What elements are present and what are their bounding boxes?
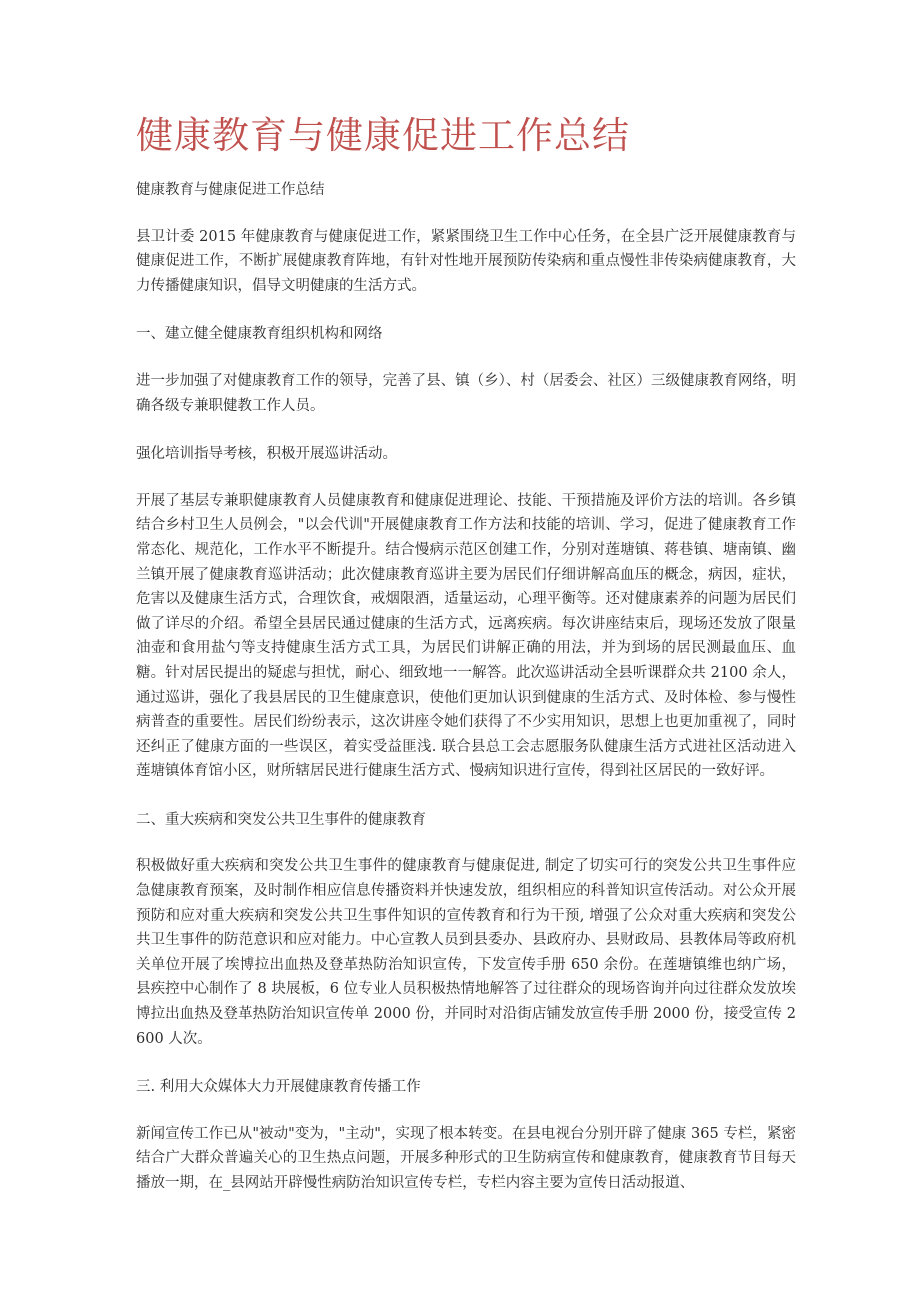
section1-paragraph-1: 进一步加强了对健康教育工作的领导，完善了县、镇（乡）、村（居委会、社区）三级健康教育网络，明确各级专兼职健教工作人员。: [136, 372, 796, 414]
intro-paragraph: 县卫计委 2015 年健康教育与健康促进工作，紧紧围绕卫生工作中心任务，在全县广泛开展健康教育与健康促进工作，不断扩展健康教育阵地，有针对性地开展预防传染病和重点慢性非传染病健康教育，大力传播健康知识，倡导文明健康的生活方式。: [136, 228, 796, 294]
section-heading-1: 一、建立健全健康教育组织机构和网络: [136, 326, 383, 343]
section1-paragraph-2: 开展了基层专兼职健康教育人员健康教育和健康促进理论、技能、干预措施及评价方法的培训。各乡镇结合乡村卫生人员例会，"以会代训"开展健康教育工作方法和技能的培训、学习，促进了健康教育工作常态化、规范化，工作水平不断提升。结合慢病示范区创建工作，分别对莲塘镇、蒋巷镇、塘南镇、幽兰镇开展了健康教育巡讲活动；此次健康教育巡讲主要为居民们仔细讲解高血压的概念，病因，症状，危害以及健康生活方式，合理饮食，戒烟限酒，适量运动，心理平衡等。还对健康素养的问题为居民们做了详尽的介绍。希望全县居民通过健康的生活方式，远离疾病。每次讲座结束后，现场还发放了限量油壶和食用盐勺等支持健康生活方式工具，为居民们讲解正确的用法，并为到场的居民测最血压、血糖。针对居民提出的疑虑与担忧，耐心、细致地一一解答。此次巡讲活动全县听课群众共 2100 余人，通过巡讲，强化了我县居民的卫生健康意识，使他们更加认识到健康的生活方式、及时体检、参与慢性病普查的重要性。居民们纷纷表示，这次讲座令她们获得了不少实用知识，思想上也更加重视了，同时还纠正了健康方面的一些误区，着实受益匪浅. 联合县总工会志愿服务队健康生活方式进社区活动进入莲塘镇体育馆小区，财所辖居民进行健康生活方式、慢病知识进行宣传，得到社区居民的一致好评。: [136, 492, 796, 780]
document-page: [136, 108, 796, 1220]
section-heading-2: 二、重大疾病和突发公共卫生事件的健康教育: [136, 811, 426, 828]
document-subtitle: 健康教育与健康促进工作总结: [136, 182, 325, 198]
section1-subheading: 强化培训指导考核，积极开展巡讲活动。: [136, 446, 397, 463]
section3-paragraph: 新闻宣传工作已从"被动"变为，"主动"，实现了根本转变。在县电视台分别开辟了健康 365 专栏，紧密结合广大群众普遍关心的卫生热点问题，开展多种形式的卫生防病宣传和健康教育，健康教育节目每天播放一期，在_县网站开辟慢性病防治知识宣传专栏，专栏内容主要为宣传日活动报道、: [136, 1125, 796, 1191]
document-title: 健康教育与健康促进工作总结: [136, 114, 630, 157]
section-heading-3: 三. 利用大众媒体大力开展健康教育传播工作: [136, 1079, 421, 1096]
section2-paragraph: 积极做好重大疾病和突发公共卫生事件的健康教育与健康促进, 制定了切实可行的突发公共卫生事件应急健康教育预案，及时制作相应信息传播资料并快速发放，组织相应的科普知识宣传活动。对公众开展预防和应对重大疾病和突发公共卫生事件知识的宣传教育和行为干预, 增强了公众对重大疾病和突发公共卫生事件的防范意识和应对能力。中心宣教人员到县委办、县政府办、县财政局、县教体局等政府机关单位开展了埃博拉出血热及登革热防治知识宣传，下发宣传手册 650 余份。在莲塘镇维也纳广场，县疾控中心制作了 8 块展板，6 位专业人员积极热情地解答了过往群众的现场咨询并向过往群众发放埃博拉出血热及登革热防治知识宣传单 2000 份，并同时对沿街店铺发放宣传手册 2000 份，接受宣传 2600 人次。: [136, 858, 796, 1047]
